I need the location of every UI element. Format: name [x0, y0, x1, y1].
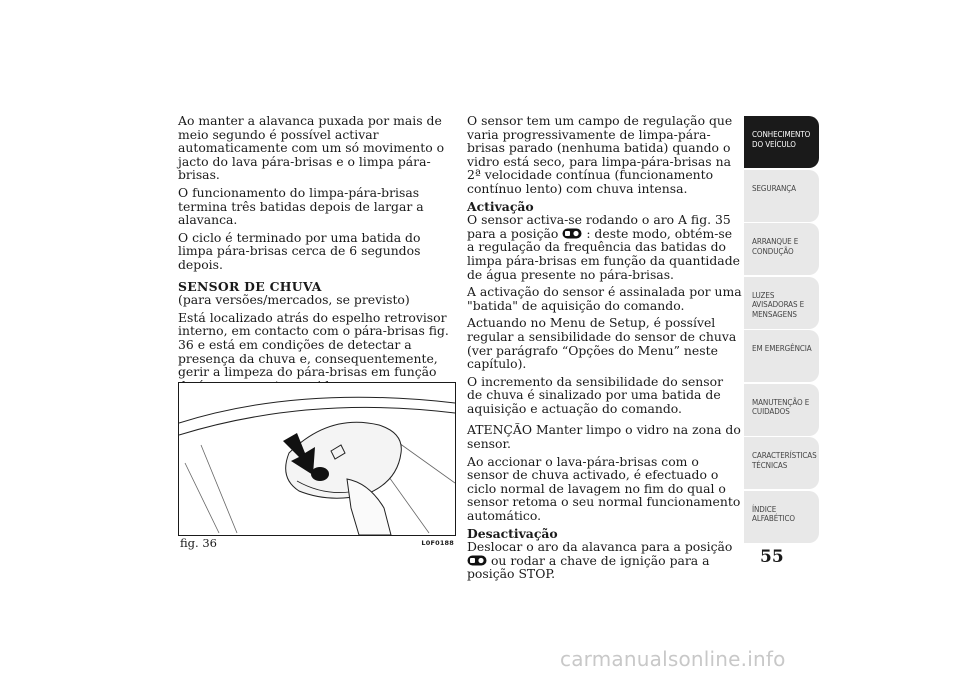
wiper-auto-mode-icon — [467, 555, 487, 566]
text-span: ou rodar a chave de ignição para a posição STOP. — [467, 552, 710, 582]
tab-manutencao[interactable]: MANUTENÇÃO E CUIDADOS — [744, 384, 819, 436]
paragraph: Ao accionar o lava-pára-brisas com o sensor de chuva activado, é efectuado o ciclo normal de lavagem no fim do qual o sensor retoma o seu normal funcionamento automático. — [467, 453, 741, 524]
paragraph: O funcionamento do limpa-pára-brisas termina três batidas depois de largar a alavanca. — [178, 184, 424, 228]
deactivation-heading: Desactivação — [467, 525, 558, 541]
rain-sensor-illustration — [179, 383, 455, 535]
tab-arranque-e-conducao[interactable]: ARRANQUE E CONDUÇÃO — [744, 223, 819, 275]
chapter-tabs — [744, 116, 819, 544]
figure-caption — [178, 536, 456, 550]
watermark: carmanualsonline.info — [560, 647, 786, 671]
tab-em-emergencia[interactable]: EM EMERGÊNCIA — [744, 330, 819, 382]
warning-text: ATENÇÃO Manter limpo o vidro na zona do sensor. — [467, 422, 741, 452]
section-subtitle: (para versões/mercados, se previsto) — [178, 292, 410, 308]
paragraph — [467, 213, 742, 281]
tab-conhecimento-do-veiculo[interactable]: CONHECIMENTO DO VEÍCULO — [744, 116, 819, 168]
paragraph: Está localizado atrás do espelho retrovisor interno, em contacto com o pára-brisas fig. 36 e está em condições de detectar a presença da chuva e, consequentemente, gerir a limpeza do pára-brisas em função — [178, 309, 449, 380]
text-span: Deslocar o aro da alavanca para a posição — [467, 539, 733, 555]
figure-code: L0F0188 — [421, 539, 454, 547]
paragraph: O sensor tem um campo de regulação que varia progressivamente de limpa-pára-brisas parado (nenhuma batida) quando o vidro está seco, para limpa-pára-brisas na 2ª velocidade contínua (funcionamento contínuo lento) com chuva intensa. — [467, 113, 733, 196]
tab-luzes-avisadoras[interactable]: LUZES AVISADORAS E MENSAGENS — [744, 277, 819, 329]
figure-rain-sensor — [178, 382, 456, 536]
text-span: : deste modo, obtém-se a regulação da frequência das batidas do limpa pára-brisas em função da quantidade de água presente no pára-brisas. — [467, 225, 740, 282]
paragraph: Ao manter a alavanca puxada por mais de meio segundo é possível activar automaticamente com um só movimento o jacto do lava pára-brisas e o limpa pára-brisas. — [178, 113, 445, 183]
activation-heading: Activação — [467, 198, 534, 214]
paragraph: O ciclo é terminado por uma batida do limpa pára-brisas cerca de 6 segundos depois. — [178, 229, 421, 272]
tab-seguranca[interactable]: SEGURANÇA — [744, 170, 819, 222]
section-heading: SENSOR DE CHUVA — [178, 278, 322, 294]
paragraph: A activação do sensor é assinalada por uma "batida" de aquisição do comando. — [467, 284, 742, 313]
paragraph: O incremento da sensibilidade do sensor de chuva é sinalizado por uma batida de aquisição e actuação do comando. — [467, 373, 724, 416]
tab-indice-alfabetico[interactable]: ÍNDICE ALFABÉTICO — [744, 491, 819, 543]
tab-caracteristicas-tecnicas[interactable]: CARACTERÍSTICAS TÉCNICAS — [744, 437, 819, 489]
paragraph — [467, 540, 742, 581]
right-column — [467, 114, 742, 585]
page-number: 55 — [760, 547, 784, 567]
wiper-auto-mode-icon — [562, 228, 582, 239]
text-span: O sensor activa-se rodando o aro A fig. 35 para a posição — [467, 212, 731, 241]
paragraph: Actuando no Menu de Setup, é possível regular a sensibilidade do sensor de chuva (ver parágrafo “Opções do Menu” neste capítulo). — [467, 315, 737, 372]
left-column — [178, 114, 453, 396]
figure-label: fig. 36 — [180, 536, 217, 550]
